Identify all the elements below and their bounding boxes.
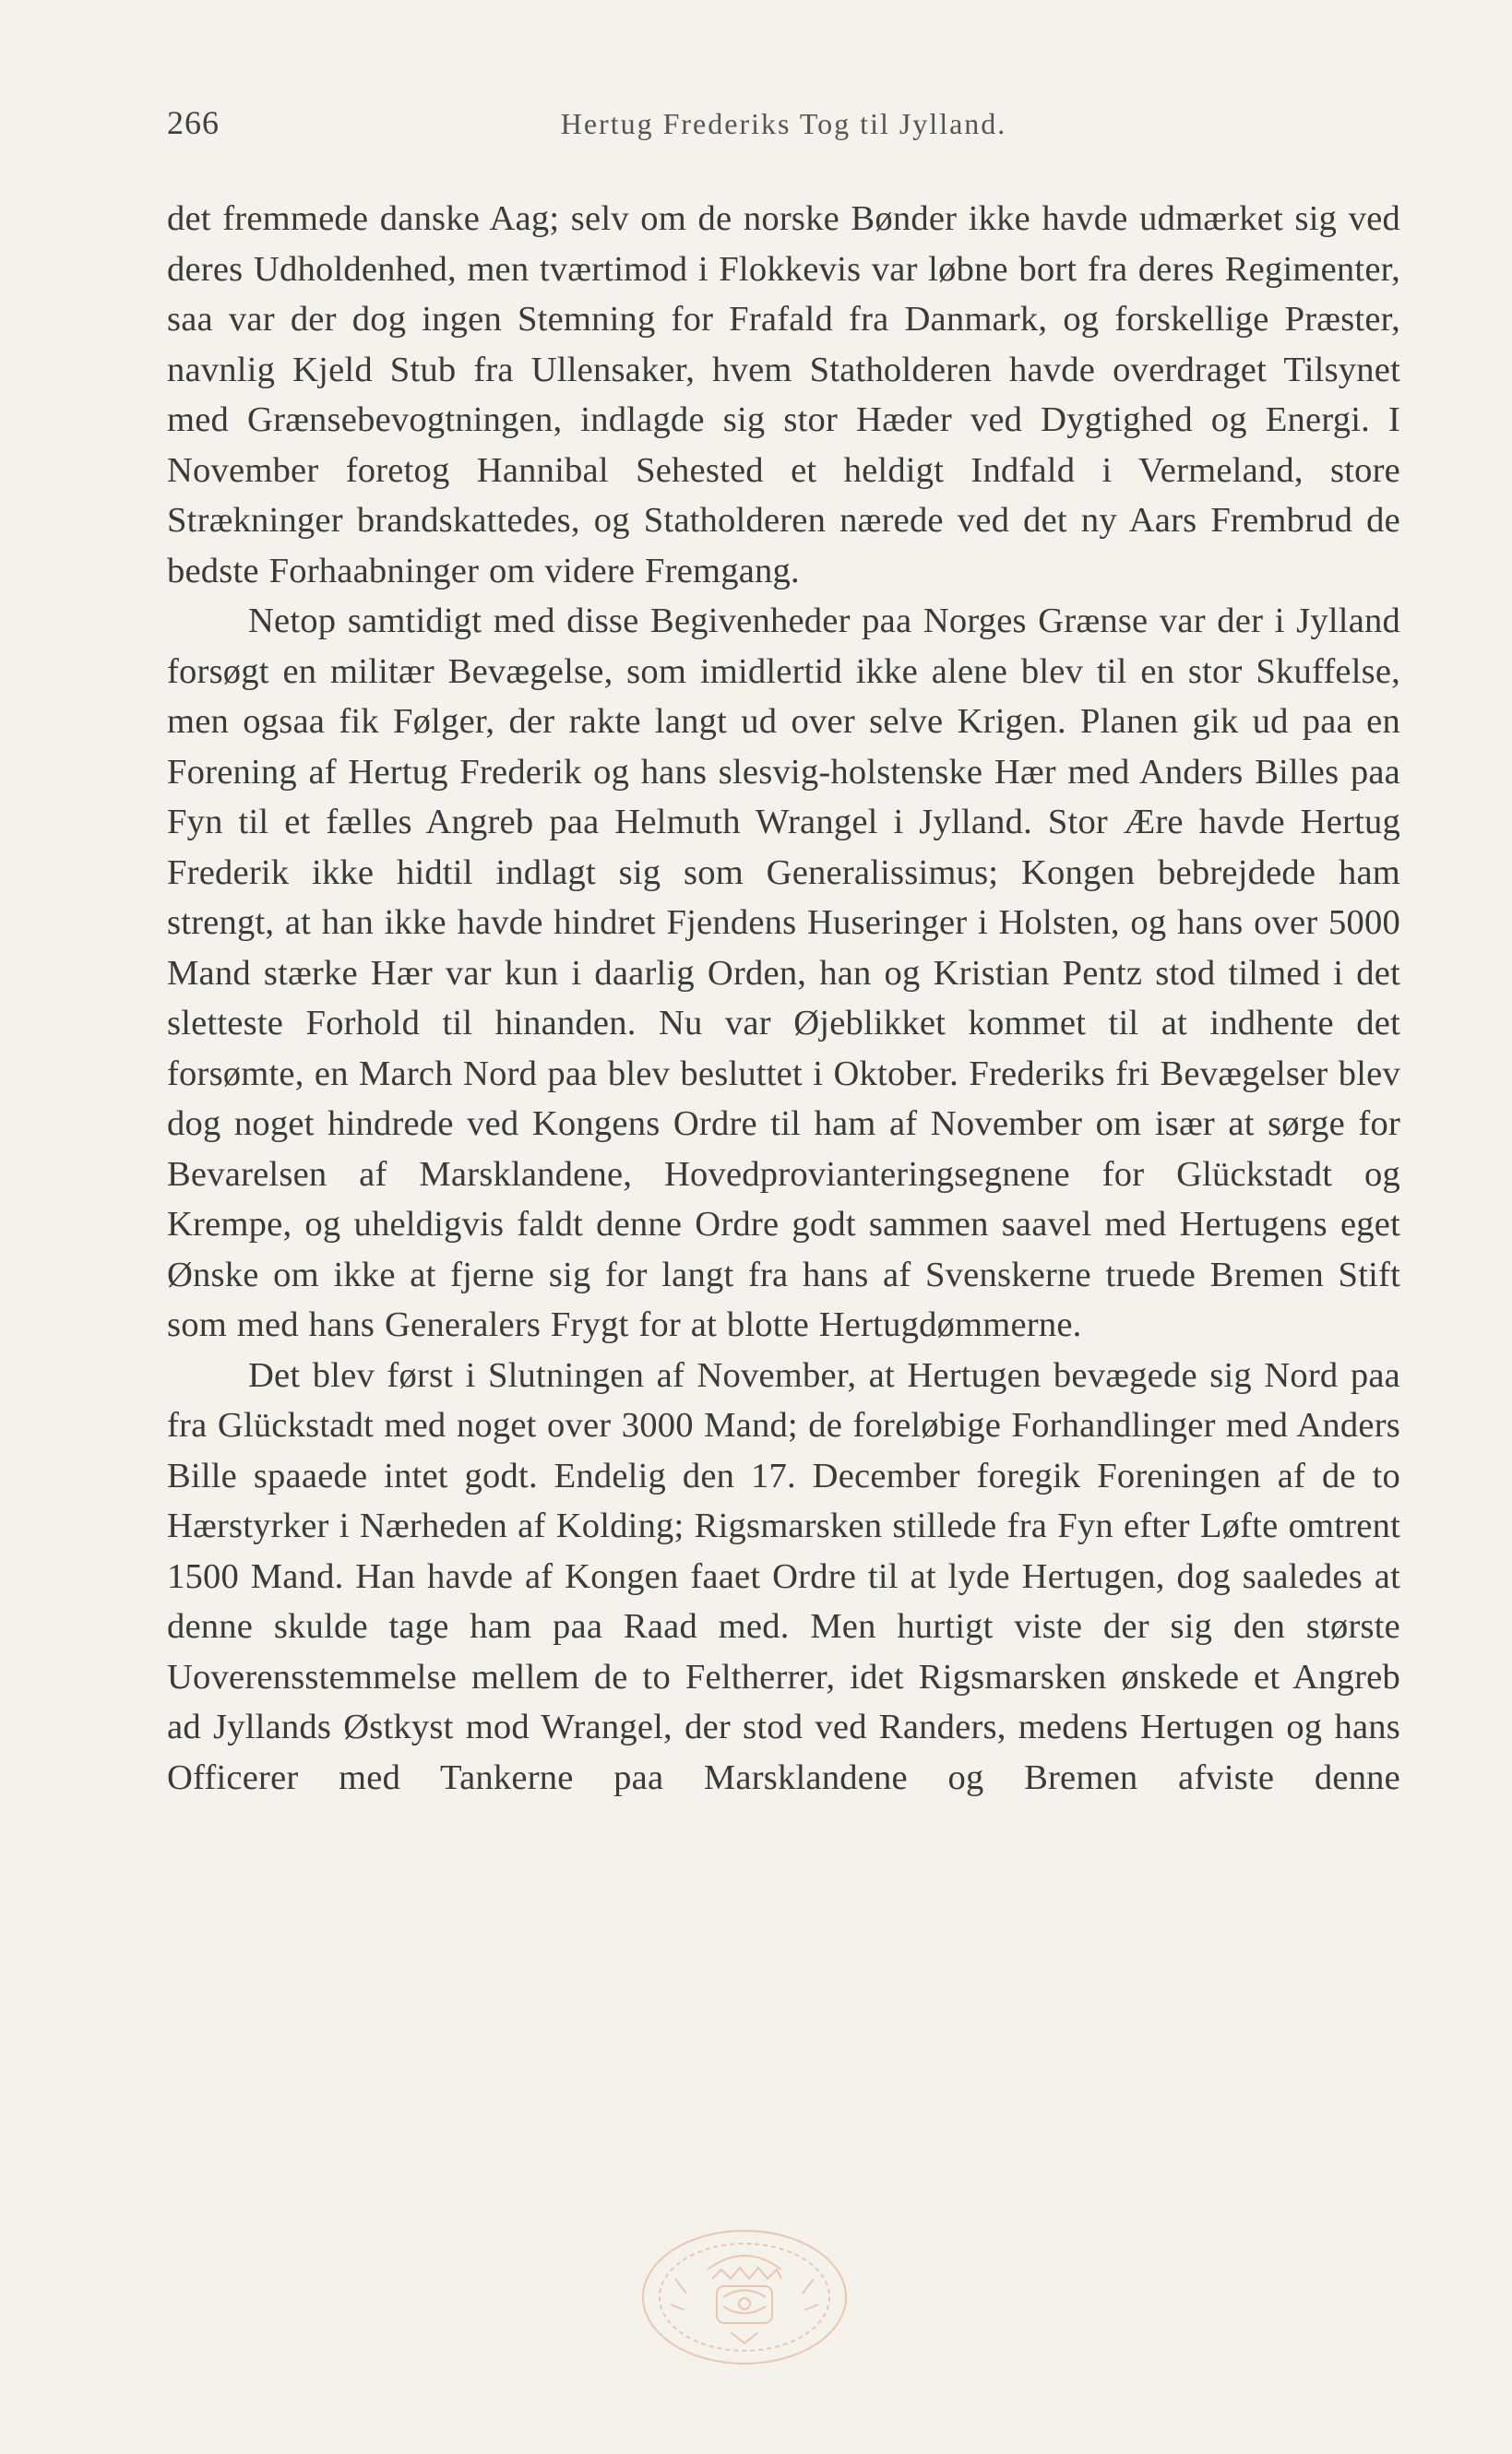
page-number: 266 (167, 104, 220, 141)
body-text (167, 194, 1400, 1803)
paragraph-2: Netop samtidigt med disse Begivenheder paa Norges Grænse var der i Jylland forsøgt en militær Bevægelse, som imidlertid ikke alene blev til en stor Skuffelse, men ogsaa fik Følger, der rakte langt ud over selve Krigen. Planen gik ud paa en Forening af Hertug Frederik og hans slesvig-holstenske Hær med Anders Billes paa Fyn til et fælles Angreb paa Helmuth Wrangel i Jylland. Stor Ære havde Hertug Frederik ikke hidtil indlagt sig som Generalissimus; Kongen bebrejdede ham strengt, at han ikke havde hindret Fjendens Huseringer i Holsten, og hans over 5000 Mand stærke Hær var kun i daarlig Orden, han og Kristian Pentz stod tilmed i det sletteste Forhold til hinanden. Nu var Øjeblikket kommet til at indhente det forsømte, en March Nord paa blev besluttet i Oktober. Frederiks fri Bevægelser blev dog noget hindrede ved Kongens Ordre til ham af November om især at sørge for Bevarelsen af Marsklandene, Hovedprovianteringsegnene for Glückstadt og Krempe, og uheldigvis faldt denne Ordre godt sammen saavel med Hertugens eget Ønske om ikke at fjerne sig for langt fra hans af Svenskerne truede Bremen Stift som med hans Generalers Frygt for at blotte Hertugdømmerne. (167, 602, 1400, 1344)
library-seal-icon (620, 2214, 869, 2371)
paragraph-1: det fremmede danske Aag; selv om de norske Bønder ikke havde udmærket sig ved deres Udholdenhed, men tværtimod i Flokkevis var løbne bort fra deres Regimenter, saa var der dog ingen Stemning for Frafald fra Danmark, og forskellige Præster, navnlig Kjeld Stub fra Ullensaker, hvem Statholderen havde overdraget Tilsynet med Grænsebevogtningen, indlagde sig stor Hæder ved Dygtighed og Energi. I November foretog Hannibal Sehested et heldigt Indfald i Vermeland, store Strækninger brandskattedes, og Statholderen nærede ved det ny Aars Frembrud de bedste Forhaabninger om videre Fremgang. (167, 199, 1400, 590)
running-title: Hertug Frederiks Tog til Jylland. (560, 107, 1007, 140)
page-header (167, 103, 1400, 159)
paragraph-3: Det blev først i Slutningen af November, at Hertugen bevægede sig Nord paa fra Glückstadt med noget over 3000 Mand; de foreløbige Forhandlinger med Anders Bille spaaede intet godt. Endelig den 17. December foregik Foreningen af de to Hærstyrker i Nærheden af Kolding; Rigsmarsken stillede fra Fyn efter Løfte omtrent 1500 Mand. Han havde af Kongen faaet Ordre til at lyde Hertugen, dog saaledes at denne skulde tage ham paa Raad med. Men hurtigt viste der sig den største Uoverensstemmelse mellem de to Feltherrer, idet Rigsmarsken ønskede et Angreb ad Jyllands Østkyst mod Wrangel, der stod ved Randers, medens Hertugen og hans Officerer med Tankerne paa Marsklandene og Bremen afviste denne (167, 1355, 1400, 1797)
